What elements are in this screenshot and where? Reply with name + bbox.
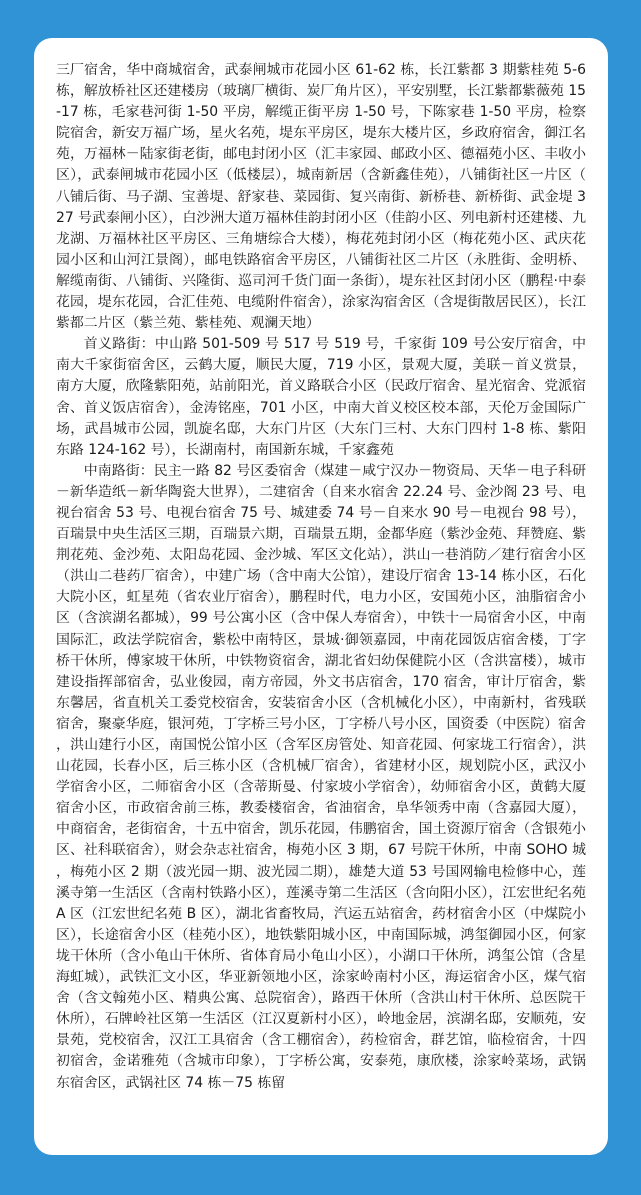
paragraph-intro: 三厂宿舍，华中商城宿舍，武泰闸城市花园小区 61-62 栋，长江紫都 3 期紫桂苑 5-6 栋，解放桥社区还建楼房（玻璃厂横街、炭厂角片区），平安别墅，长江紫都紫薇苑 15-17 栋，毛家巷河街 1-50 平房，解缆正街平房 1-50 号，下陈家巷 1-50 平房，检察院宿舍，新安万福广场，星火名苑，堤东平房区，堤东大楼片区，乡政府宿舍，御江名苑，万福林－陆家街老街，邮电封闭小区（汇丰家园、邮政小区、德福苑小区、丰收小区），武泰闸城市花园小区（低楼层），城南新居（含新鑫佳苑），八铺街社区一片区（八铺后街、马子湖、宝善堤、舒家巷、菜园街、复兴南街、新桥巷、新桥街、武金堤 327 号武泰闸小区），白沙洲大道万福林佳韵封闭小区（佳韵小区、列电新村还建楼、九龙湖、万福林社区平房区、三角塘综合大楼），梅花苑封闭小区（梅花苑小区、武庆花园小区和山河江景阁），邮电铁路宿舍平房区，八铺街社区二片区（永胜街、金明桥、解缆南街、八铺街、兴隆街、巡司河千货门面一条街），堤东社区封闭小区（鹏程·中泰花园，堤东花园，合汇佳苑、电缆附件宿舍），涂家沟宿舍区（含堤街散居民区），长江紫都二片区（紫兰苑、紫桂苑、观澜天地）	[56, 62, 586, 332]
notice-card	[34, 38, 608, 1155]
paragraph-zhongnan-street: 中南路街：民主一路 82 号区委宿舍（煤建－咸宁汉办－物资局、天华－电子科研－新华造纸－新华陶瓷大世界），二建宿舍（自来水宿舍 22.24 号、金沙阁 23 号、电视台宿舍 53 号、电视台宿舍 75 号、城建委 74 号－自来水 90 号－电视台 98 号），百瑞景中央生活区三期，百瑞景六期，百瑞景五期，金都华庭（紫沙金苑、拜赞庭、紫荆花苑、金沙苑、太阳岛花园、金沙城、军区文化站），洪山一巷消防／建行宿舍小区（洪山二巷药厂宿舍），中建广场（含中南大公馆），建设厅宿舍 13-14 栋小区，石化大院小区，虹星苑（省农业厅宿舍），鹏程时代，电力小区，安国苑小区，油脂宿舍小区（含滨湖名都城），99 号公寓小区（含中保人寿宿舍），中铁十一局宿舍小区，中南国际汇，政法学院宿舍，紫松中南特区，景城·御领嘉园，中南花园饭店宿舍楼，丁字桥干休所，傅家坡干休所，中铁物资宿舍，湖北省妇幼保健院小区（含洪富楼），城市建设指挥部宿舍，弘业俊园，南方帝园，外文书店宿舍，170 宿舍，审计厅宿舍，紫东馨居，省直机关工委党校宿舍，安装宿舍小区（含机械化小区），中南新村，省残联宿舍，聚豪华庭，银河苑，丁字桥三号小区，丁字桥八号小区，国资委（中医院）宿舍，洪山建行小区，南国悦公馆小区（含军区房管处、知音花园、何家垅工行宿舍），洪山花园，长春小区，后三栋小区（含机械厂宿舍），省建材小区，规划院小区，武汉小学宿舍小区，二师宿舍小区（含蒂斯曼、付家坡小学宿舍），幼师宿舍小区，黄鹤大厦宿舍小区，市政宿舍前三栋，教委楼宿舍，省油宿舍，阜华领秀中南（含嘉园大厦），中商宿舍，老街宿舍，十五中宿舍，凯乐花园，伟鹏宿舍，国土资源厅宿舍（含银苑小区、社科联宿舍），财会杂志社宿舍，梅苑小区 3 期，67 号院干休所，中南 SOHO 城，梅苑小区 2 期（波光园一期、波光园二期），雄楚大道 53 号国网输电检修中心，莲溪寺第一生活区（含南村铁路小区），莲溪寺第二生活区（含向阳小区），江宏世纪名苑 A 区（江宏世纪名苑 B 区），湖北省畜牧局，汽运五站宿舍，药材宿舍小区（中煤院小区），长途宿舍小区（桂苑小区），地铁紫阳城小区，中南国际城，鸿玺御园小区，何家垅干休所（含小龟山干休所、省体育局小龟山小区），小湖口干休所，鸿玺公馆（含星海虹城），武铁汇文小区，华亚新领地小区，涂家岭南村小区，海运宿舍小区，煤气宿舍（含文翰苑小区、精典公寓、总院宿舍），路西干休所（含洪山村干休所、总医院干休所），石牌岭社区第一生活区（江汉夏新村小区），岭地金居，滨湖名邸，安顺苑，安景苑，党校宿舍，汉江工具宿舍（含工棚宿舍），药检宿舍，群艺馆，临检宿舍，十四初宿舍，金诺雅苑（含城市印象），丁字桥公寓，安泰苑，康欣楼，涂家岭菜场，武锅东宿舍区，武锅社区 74 栋－75 栋留	[56, 462, 586, 1091]
paragraph-shouyi-street: 首义路街：中山路 501-509 号 517 号 519 号，千家街 109 号公安厅宿舍，中南大千家街宿舍区，云鹤大厦，顺民大厦，719 小区，景观大厦，美联－首义赏景，南方大厦，欣隆紫阳苑，站前阳光，首义路联合小区（民政厅宿舍、星光宿舍、党派宿舍、首义饭店宿舍），金涛铭座，701 小区，中南大首义校区校本部，天伦万金国际广场，武昌城市公园，凯旋名邸，大东门片区（大东门三村、大东门四村 1-8 栋、紫阳东路 124-162 号），长湖南村，南国新东城，千家鑫苑	[56, 336, 586, 458]
